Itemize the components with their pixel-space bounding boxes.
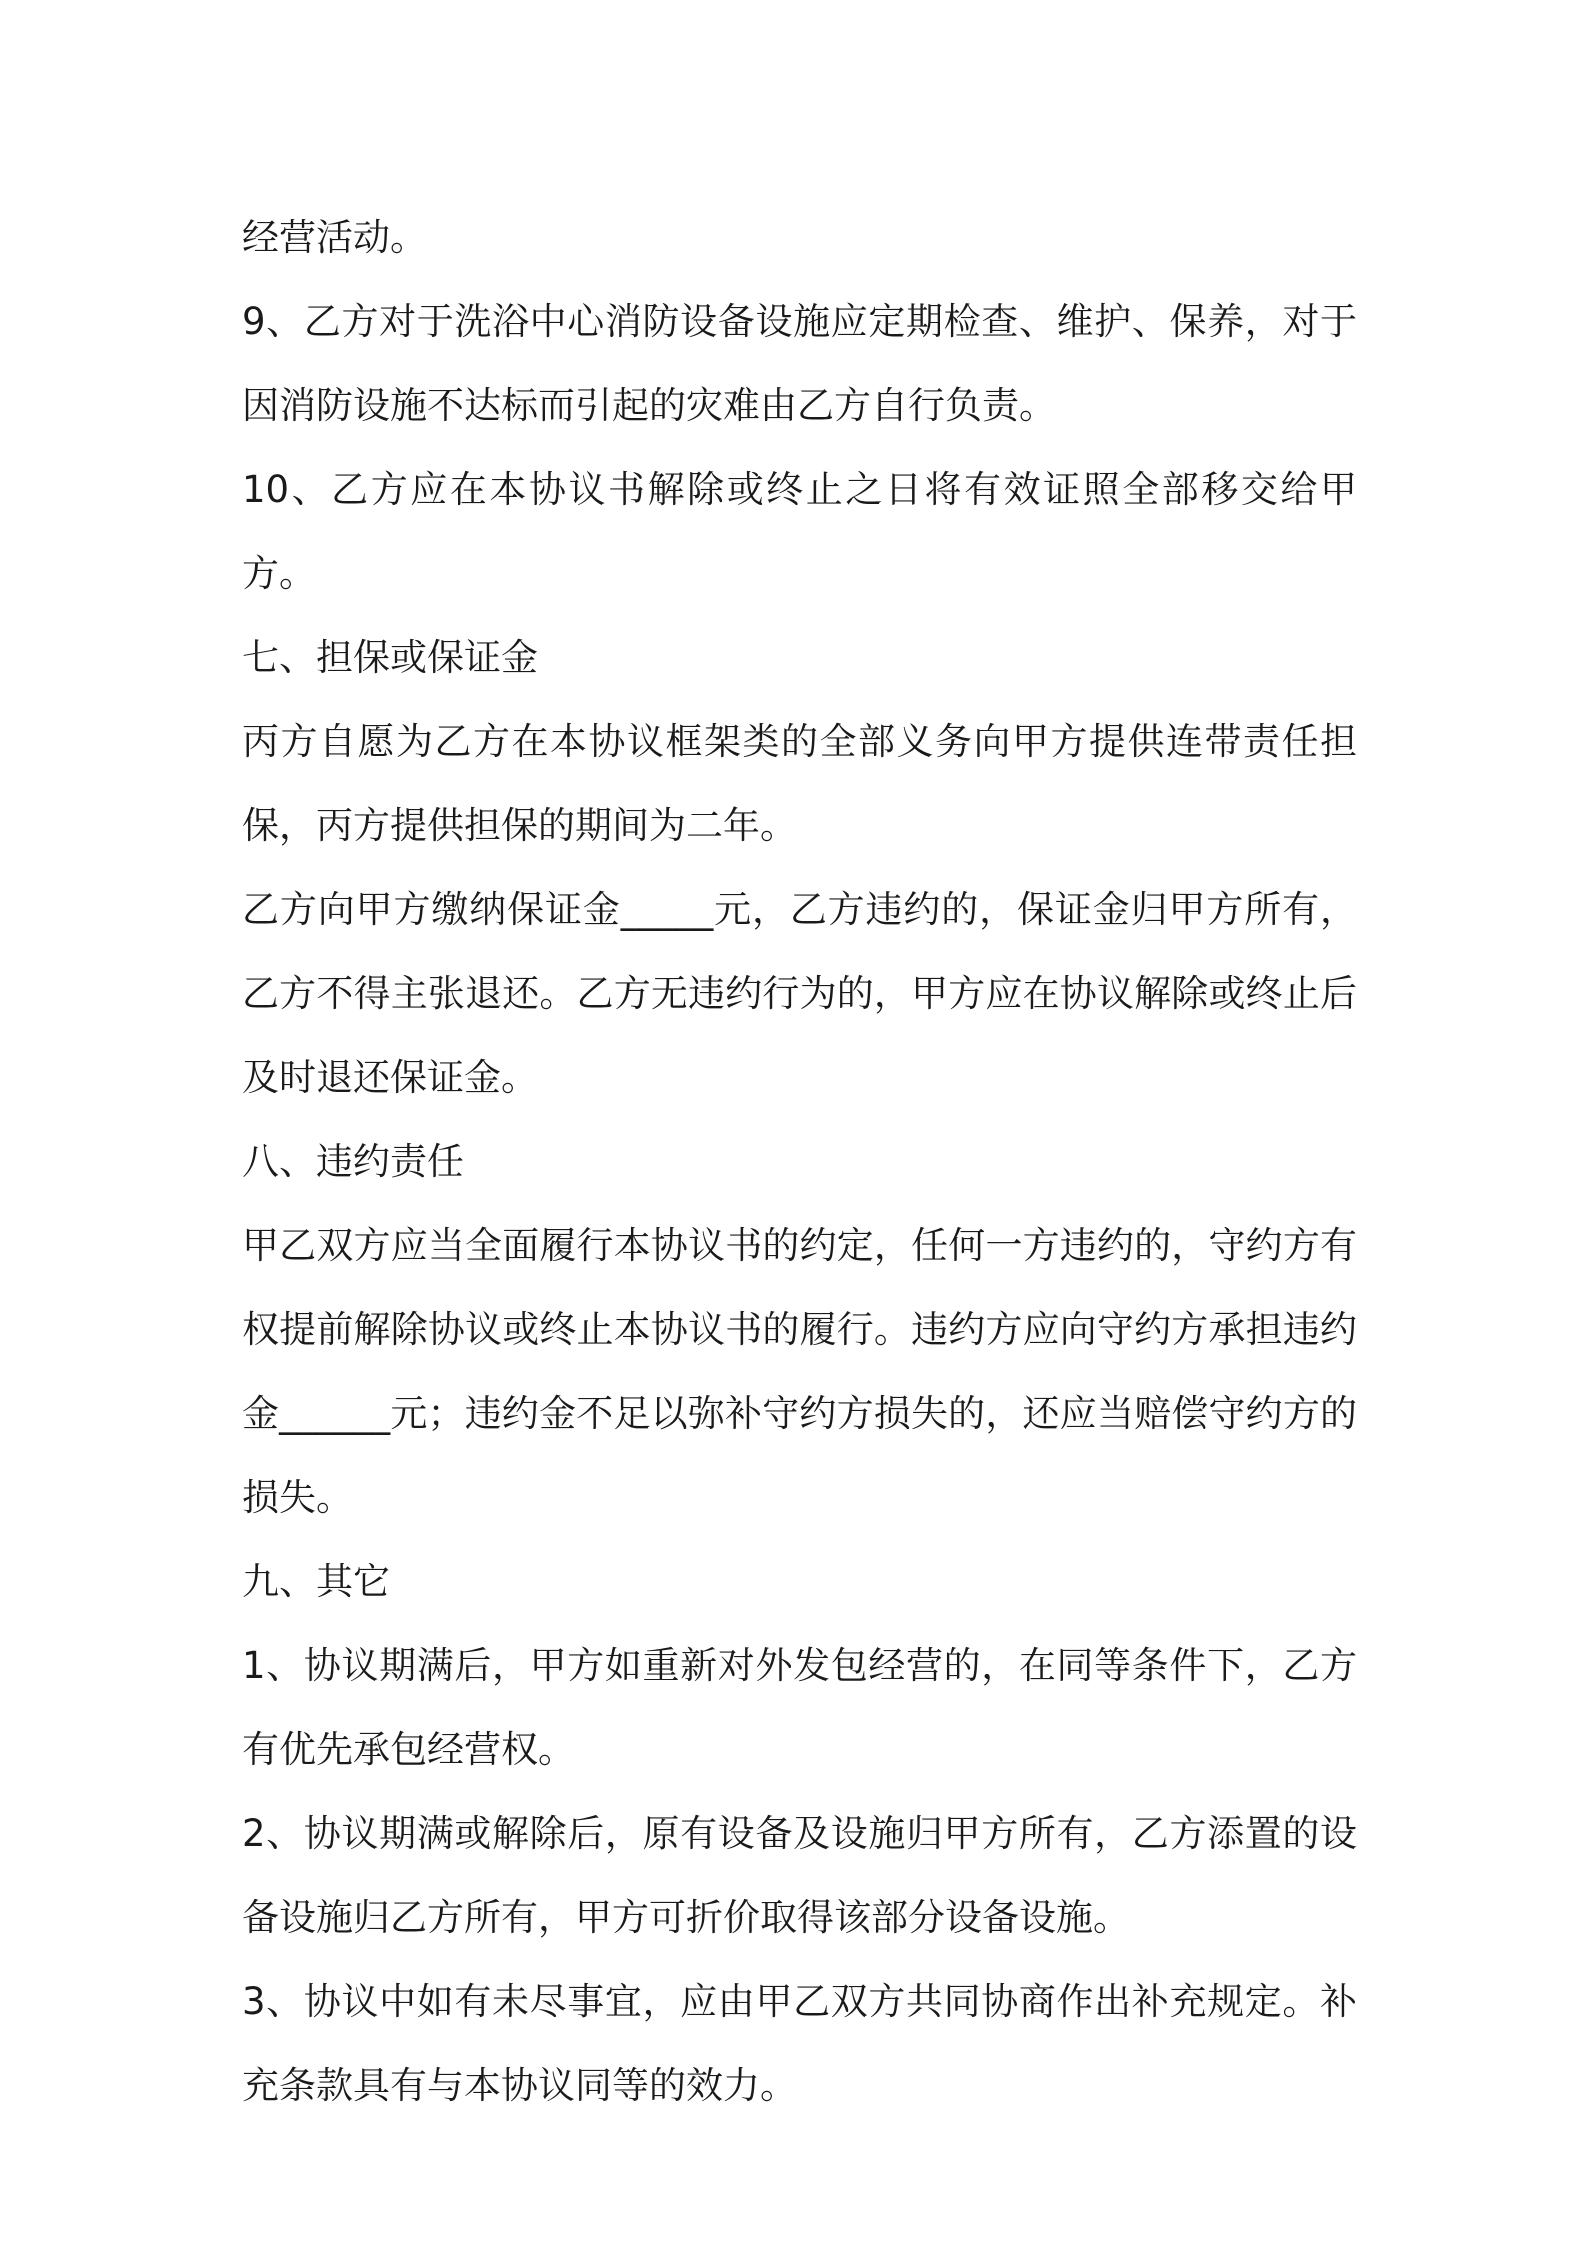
section-heading-liability: 八、违约责任 [242,1140,464,1183]
clause-10: 10、乙方应在本协议书解除或终止之日将有效证照全部移交给甲方。 [242,468,1357,595]
paragraph-continuation: 经营活动。 [242,216,427,259]
other-clause-3: 3、协议中如有未尽事宜，应由甲乙双方共同协商作出补充规定。补充条款具有与本协议同等的效力。 [242,1980,1357,2107]
liability-paragraph: 甲乙双方应当全面履行本协议书的约定，任何一方违约的，守约方有权提前解除协议或终止本协议书的履行。违约方应向守约方承担违约金______元；违约金不足以弥补守约方损失的，还应当赔偿守约方的损失。 [242,1224,1357,1519]
deposit-paragraph: 乙方向甲方缴纳保证金_____元，乙方违约的，保证金归甲方所有，乙方不得主张退还。乙方无违约行为的，甲方应在协议解除或终止后及时退还保证金。 [242,888,1357,1099]
guarantee-paragraph: 丙方自愿为乙方在本协议框架类的全部义务向甲方提供连带责任担保，丙方提供担保的期间为二年。 [242,720,1357,847]
other-clause-2: 2、协议期满或解除后，原有设备及设施归甲方所有，乙方添置的设备设施归乙方所有，甲方可折价取得该部分设备设施。 [242,1812,1357,1939]
section-heading-guarantee: 七、担保或保证金 [242,636,538,679]
clause-9: 9、乙方对于洗浴中心消防设备设施应定期检查、维护、保养，对于因消防设施不达标而引起的灾难由乙方自行负责。 [242,300,1357,427]
other-clause-1: 1、协议期满后，甲方如重新对外发包经营的，在同等条件下，乙方有优先承包经营权。 [242,1644,1357,1771]
section-heading-other: 九、其它 [242,1560,390,1603]
document-body [242,196,1357,2128]
